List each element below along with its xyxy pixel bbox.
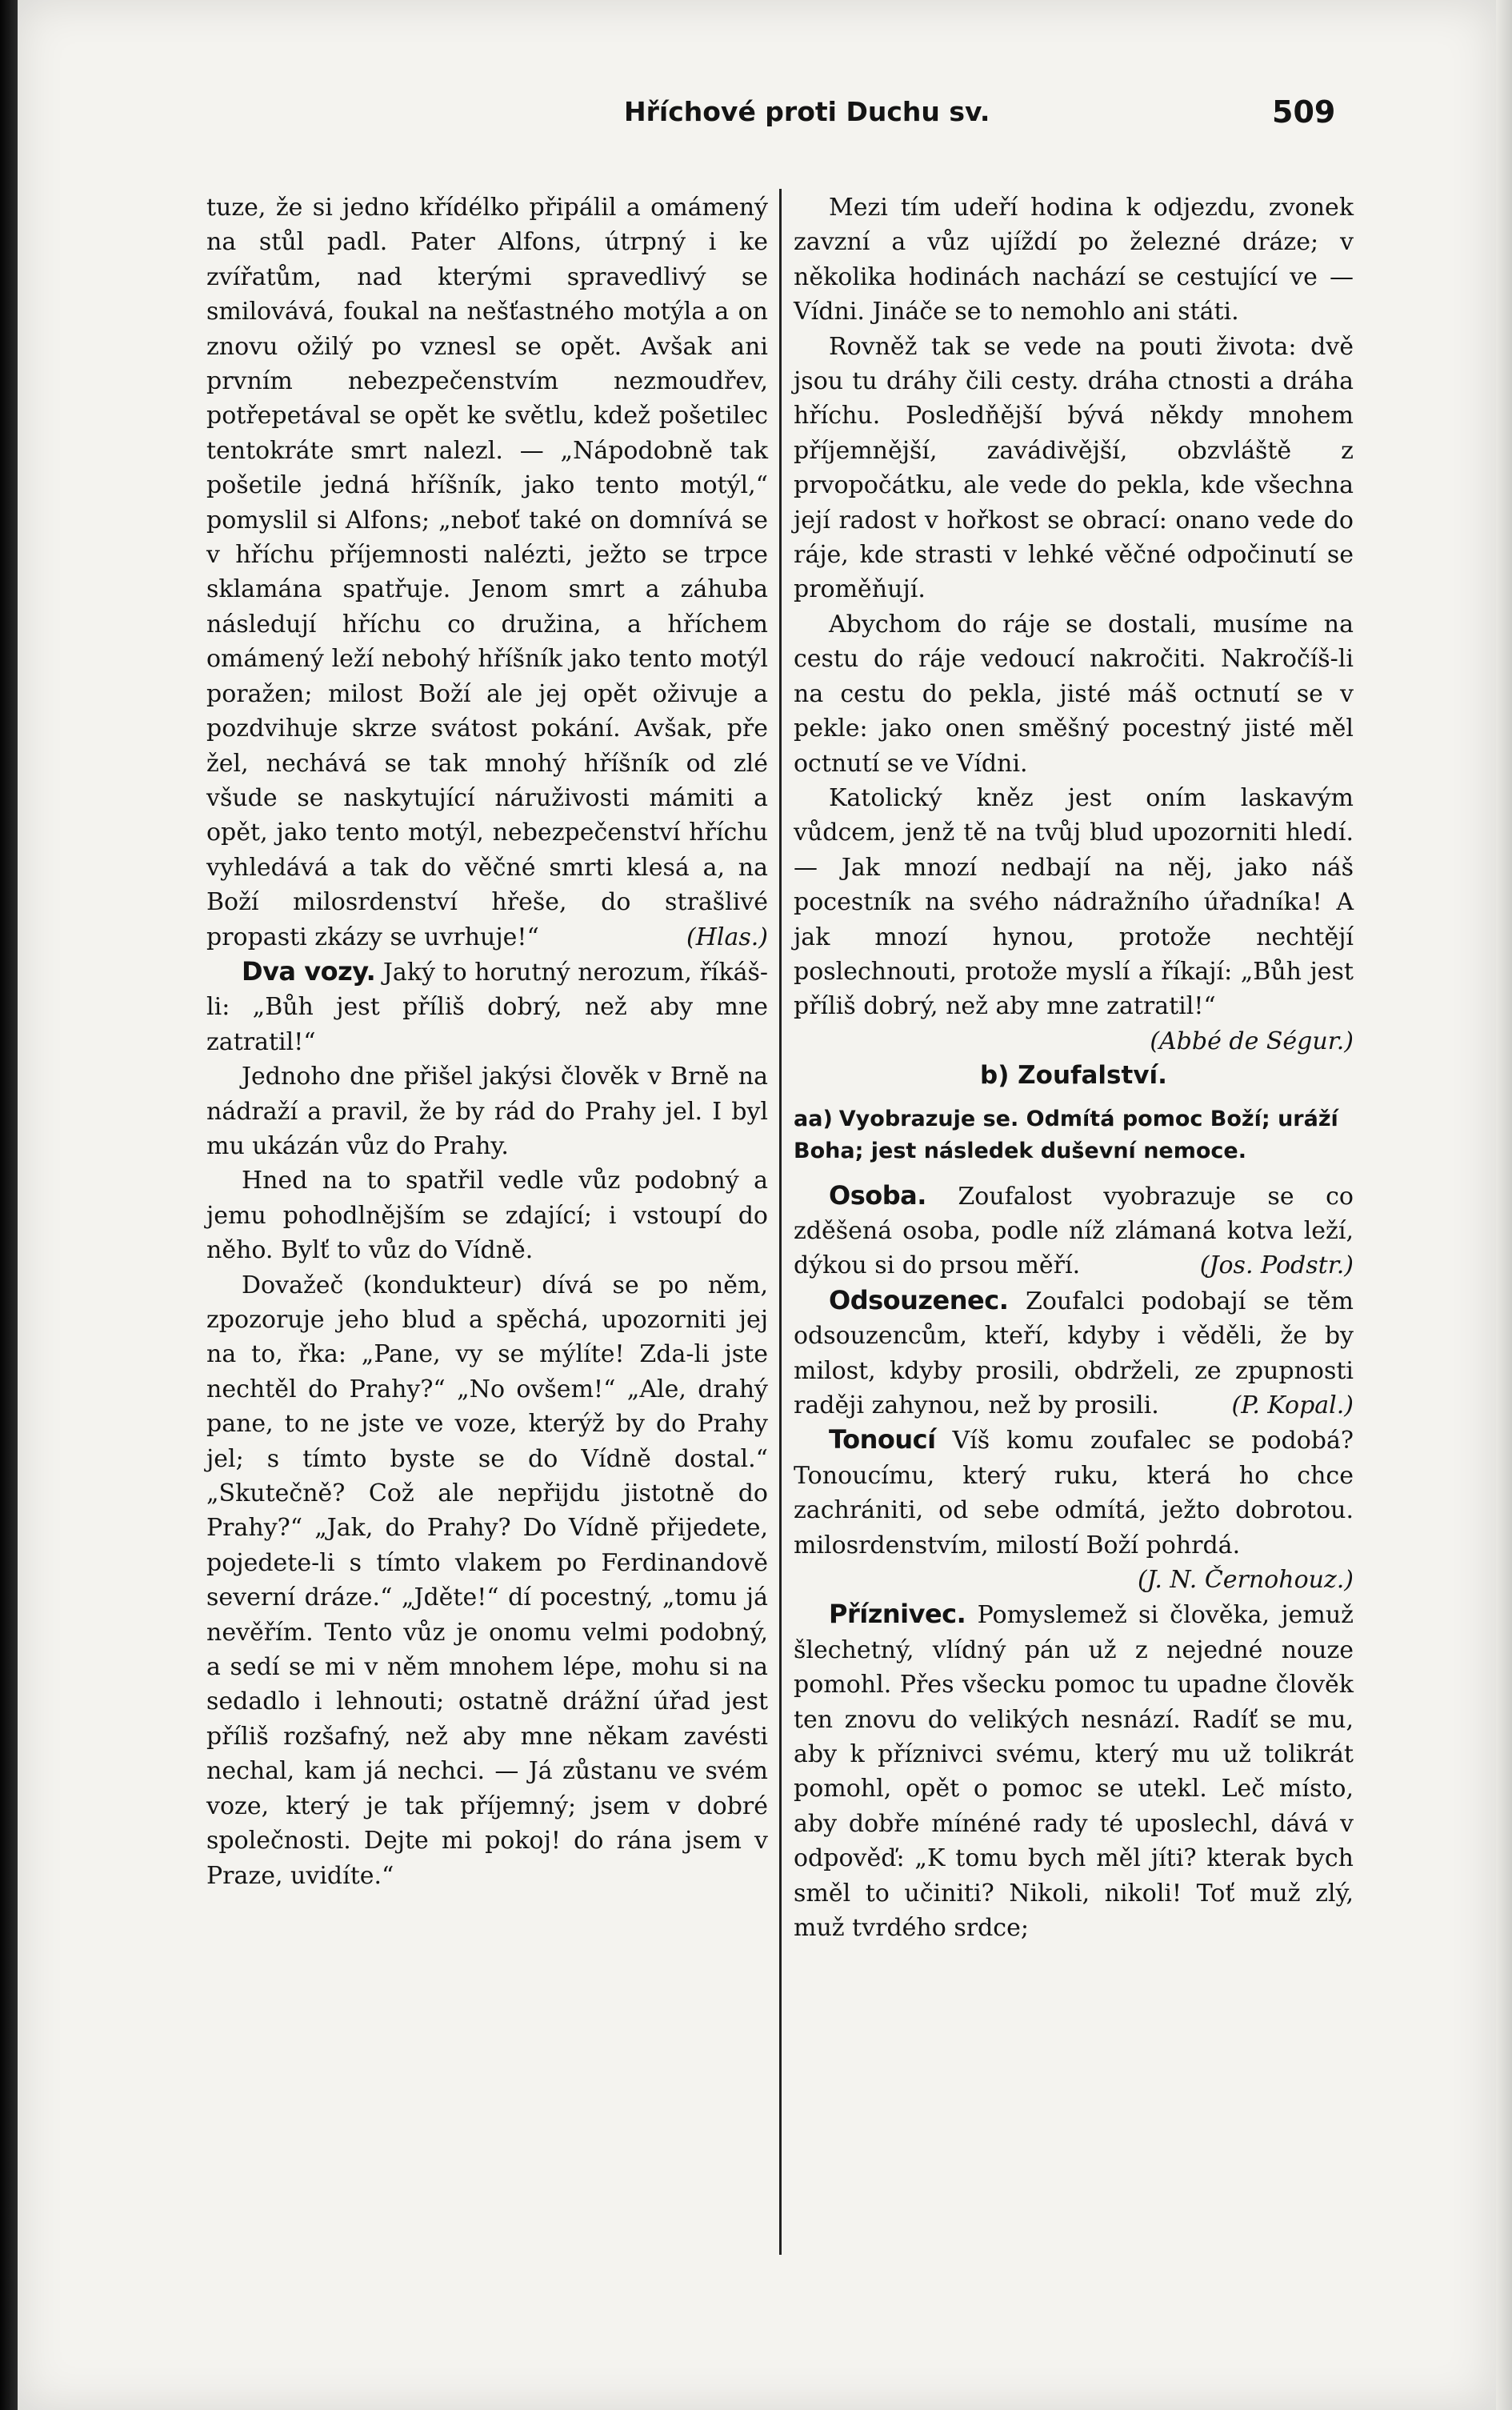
subsection-text: Vyobrazuje se. Odmítá pomoc Boží; uráží Boha; jest následek duševní nemoce. xyxy=(794,1106,1338,1163)
column-divider xyxy=(779,189,782,2255)
heading-keyword: Příznivec. xyxy=(829,1599,966,1630)
right-column xyxy=(794,190,1354,1946)
paragraph: Hned na to spatřil vedle vůz podobný a jemu pohodlnějším se zdající; i vstoupí do něho. Bylť to vůz do Vídně. xyxy=(206,1167,768,1265)
subsection-label: aa) xyxy=(794,1106,833,1131)
paragraph-osoba xyxy=(794,1179,1354,1283)
heading-keyword: Osoba. xyxy=(829,1179,926,1211)
section-title: b) Zoufalství. xyxy=(980,1061,1167,1091)
paragraph: Jednoho dne přišel jakýsi člověk v Brně na nádraží a pravil, že by rád do Prahy jel. I byl mu ukázán vůz do Prahy. xyxy=(206,1063,768,1160)
paragraph-text: Pomyslemež si člověka, jemuž šlechetný, vlídný pán už z nejedné nouze pomohl. Přes všecku pomoc tu upadne člověk ten znovu do velikých nesnází. Radíť se mu, aby k příznivci svému, který mu už tolikrát pomohl, opět o pomoc se utekl. Leč místo, aby dobře mínéné rady té uposlechl, dává v odpověď: „K tomu bych měl jíti? kterak bych směl to učiniti? Nikoli, nikoli! Toť muž zlý, muž tvrdého srdce; xyxy=(794,1601,1354,1943)
paragraph-text: tuze, že si jedno křídélko připálil a omámený na stůl padl. Pater Alfons, útrpný i ke zvířatům, nad kterými spravedlivý se smilovává, foukal na nešťastného motýla a on znovu ožilý po vznesl se opět. Avšak ani prvním nebezpečenstvím nezmoudřev, potřepetával se opět ke světlu, kdež pošetilec tentokráte smrt nalezl. — „Nápodobně tak pošetile jedná hříšník, jako tento motýl,“ pomyslil si Alfons; „neboť také on domnívá se v hříchu příjemnosti nalézti, ježto se trpce sklamána spatřuje. Jenom smrt a záhuba následují hříchu co družina, a hříchem omámený leží nebohý hříšník jako tento motýl poražen; milost Boží ale jej opět oživuje a pozdvihuje skrze svátost pokání. Avšak, pře žel, nechává se tak mnohý hříšník od zlé všude se naskytující náruživosti mámiti a opět, jako tento motýl, nebezpečenství hříchu vyhledává a tak do věčné smrti klesá a, na Boží milosrdenství hřeše, do strašlivé propasti zkázy se uvrhuje!“ xyxy=(206,194,768,951)
citation: (P. Kopal.) xyxy=(1231,1391,1354,1419)
paragraph: Dovažeč (kondukteur) dívá se po něm, zpozoruje jeho blud a spěchá, upozorniti jej na to, řka: „Pane, vy se mýlíte! Zda-li jste nechtěl do Prahy?“ „No ovšem!“ „Ale, drahý pane, to ne jste ve voze, kterýž by do Prahy jel; s tímto byste se do Vídně dostal.“ „Skutečně? Což ale nepřijdu jistotně do Prahy?“ „Jak, do Prahy? Do Vídně přijedete, pojedete-li s tímto vlakem po Ferdinandově severní dráze.“ „Jděte!“ dí pocestný, „tomu já nevěřím. Tento vůz je onomu velmi podobný, a sedí se mi v něm mnohem lépe, mohu si na sedadlo i lehnouti; ostatně drážní úřad jest příliš rozšafný, než aby mne někam zavésti nechal, kam já nechci. — Já zůstanu ve svém voze, který je tak příjemný; jsem v dobré společnosti. Dejte mi pokoj! do rána jsem v Praze, uvidíte.“ xyxy=(206,1271,768,1890)
left-column xyxy=(206,190,768,1893)
paragraph-tonouci xyxy=(794,1423,1354,1595)
heading-keyword: Odsouzenec. xyxy=(829,1284,1009,1315)
paragraph-text: Katolický kněz jest oním laskavým vůdcem, jenž tě na tvůj blud upozorniti hledí. — Jak mnozí nedbají na něj, jako náš pocestník na svého nádražního úřadníka! A jak mnozí hynou, protože nechtějí poslechnouti, protože myslí a říkají: „Bůh jest příliš dobrý, než aby mne zatratil!“ xyxy=(794,783,1354,1021)
paragraph: Mezi tím udeří hodina k odjezdu, zvonek zavzní a vůz ujíždí po železné dráze; v několika hodinách nachází se cestující ve — Vídni. Jináče se to nemohlo ani státi. xyxy=(794,194,1354,326)
paragraph: Rovněž tak se vede na pouti života: dvě jsou tu dráhy čili cesty. dráha ctnosti a dráha hříchu. Posledňější bývá někdy mnohem příjemnější, zavádivější, obzvláště z prvopočátku, ale vede do pekla, kde všechna její radost v hořkost se obrací: onano vede do ráje, kde strasti v lehké věčné odpočinutí se proměňují. xyxy=(794,332,1354,604)
page-edge xyxy=(1496,0,1512,2410)
paragraph-priznivec xyxy=(794,1597,1354,1945)
paragraph: Abychom do ráje se dostali, musíme na cestu do ráje vedoucí nakročiti. Nakročíš-li na cestu do pekla, jisté máš octnutí se v pekle: jako onen směšný pocestný jisté měl octnutí se ve Vídni. xyxy=(794,610,1354,778)
citation: (J. N. Černohouz.) xyxy=(1137,1566,1354,1595)
running-title: Hříchové proti Duchu sv. xyxy=(624,96,990,127)
paragraph-odsouzenec xyxy=(794,1283,1354,1423)
paragraph xyxy=(794,781,1354,1055)
citation: (Hlas.) xyxy=(686,923,768,951)
paragraph-text: Zoufalci podobají se těm odsouzencům, kteří, kdyby i věděli, že by milost, kdyby prosili, obdrželi, ze zpupnosti raději zahynou, než by prosili. xyxy=(794,1287,1354,1419)
book-page xyxy=(18,0,1496,2410)
paragraph-text: Víš komu zoufalec se podobá? Tonoucímu, který ruku, která ho chce zachrániti, od sebe odmítá, ježto dobrotou. milosrdenstvím, milostí Boží pohrdá. xyxy=(794,1427,1354,1559)
page-number: 509 xyxy=(1272,94,1336,130)
paragraph-dva-vozy xyxy=(206,955,768,1059)
subsection-heading xyxy=(794,1103,1354,1167)
heading-keyword: Tonoucí xyxy=(829,1424,936,1455)
paragraph-text: Zoufalost vyobrazuje se co zděšená osoba, podle níž zlámaná kotva leží, dýkou si do prsou měří. xyxy=(794,1182,1354,1280)
heading-keyword: Dva vozy. xyxy=(242,955,376,987)
book-gutter-shadow xyxy=(0,0,18,2410)
citation: (Jos. Podstr.) xyxy=(1199,1251,1354,1280)
citation: (Abbé de Ségur.) xyxy=(1150,1027,1354,1055)
paragraph-text: Jaký to horutný nerozum, říkáš-li: „Bůh jest příliš dobrý, než aby mne zatratil!“ xyxy=(206,958,768,1056)
paragraph xyxy=(206,190,768,955)
